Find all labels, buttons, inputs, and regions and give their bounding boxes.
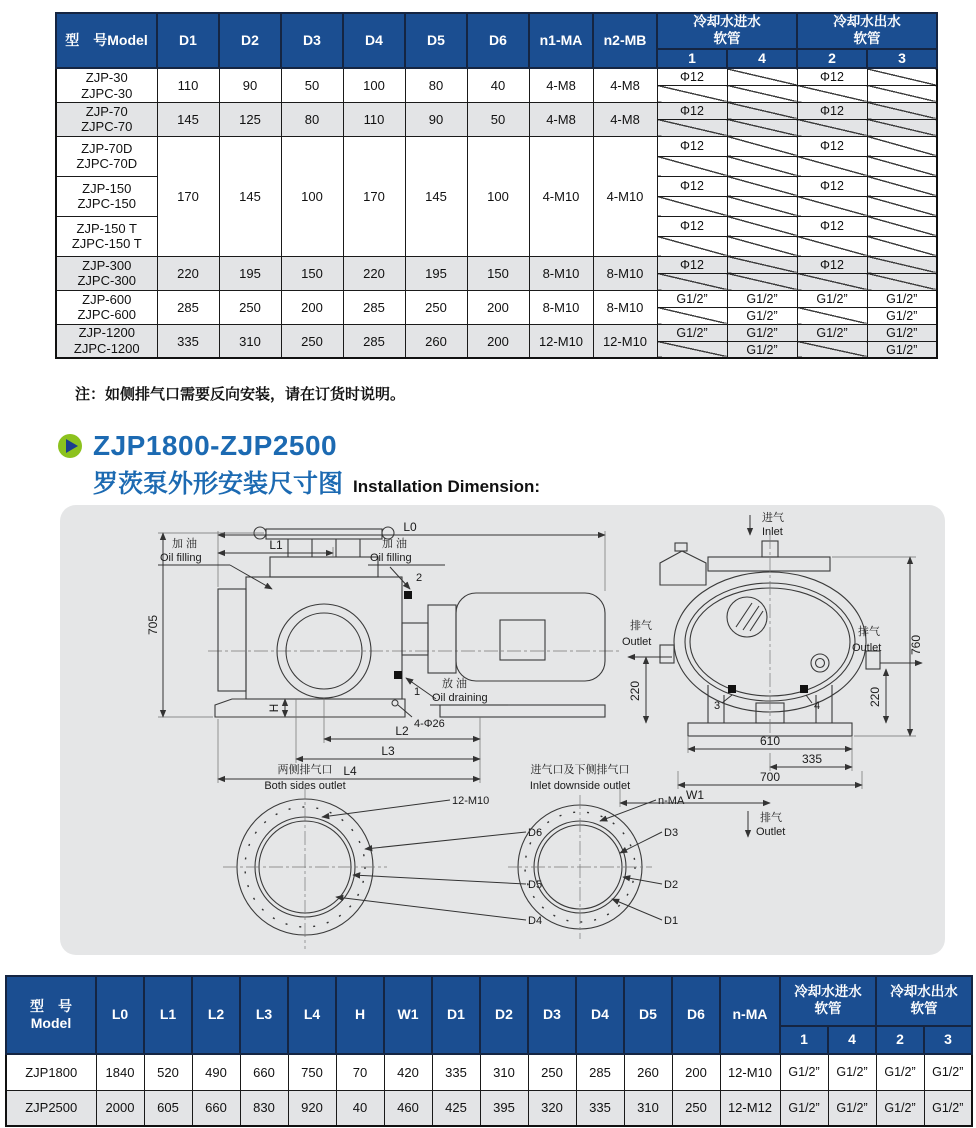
flange-left-label-d4: D4 <box>528 915 543 927</box>
dim-cell: 285 <box>343 324 405 358</box>
dim-cell: 420 <box>384 1054 432 1090</box>
dim-610: 610 <box>759 734 781 748</box>
flange-right-label-d1: D1 <box>664 915 679 927</box>
dim-L0: L0 <box>403 520 417 534</box>
table-row <box>56 68 937 85</box>
table-row <box>56 290 937 307</box>
empty-diagonal-cell <box>727 85 797 102</box>
dim-cell: 4-M8 <box>529 102 593 136</box>
col-header-d6: D6 <box>672 976 720 1054</box>
dim-cell: 260 <box>624 1054 672 1090</box>
dim-cell: 195 <box>405 256 467 290</box>
dim-L3: L3 <box>381 744 395 758</box>
dim-cell: 335 <box>576 1090 624 1126</box>
pump-end-view <box>660 535 880 740</box>
table-row <box>6 1090 972 1126</box>
model-cell: ZJP-300 ZJPC-300 <box>56 256 157 290</box>
dim-cell: 425 <box>432 1090 480 1126</box>
section-header <box>57 430 540 500</box>
hose-cell: Φ12 <box>657 176 727 196</box>
flange-left-label-d6: D6 <box>528 827 543 839</box>
dim-335: 335 <box>801 752 823 766</box>
dim-cell: 920 <box>288 1090 336 1126</box>
hose-cell: G1/2” <box>657 290 727 307</box>
dim-760: 760 <box>909 634 923 656</box>
hose-cell: G1/2” <box>924 1090 972 1126</box>
section-title-zh: 罗茨泵外形安装尺寸图 <box>93 470 344 498</box>
col-header-d3: D3 <box>281 13 343 68</box>
hose-cell: G1/2” <box>657 324 727 341</box>
oil-draining-label-zh: 放 油 <box>442 678 468 690</box>
flange-right-title-zh: 进气口及下侧排气口 <box>530 764 630 776</box>
empty-diagonal-cell <box>657 236 727 256</box>
hose-cell: Φ12 <box>657 102 727 119</box>
marker-3-label: 3 <box>714 700 721 712</box>
empty-diagonal-cell <box>727 256 797 273</box>
dim-cell: 4-M8 <box>593 68 657 102</box>
outlet-left-label-en: Outlet <box>622 636 652 648</box>
dim-cell: 1840 <box>96 1054 144 1090</box>
dim-cell: 80 <box>281 102 343 136</box>
dim-cell: 90 <box>219 68 281 102</box>
dim-L1: L1 <box>269 538 283 552</box>
dim-cell: 50 <box>281 68 343 102</box>
dim-cell: 220 <box>157 256 219 290</box>
table-row <box>56 136 937 156</box>
empty-diagonal-cell <box>867 85 937 102</box>
dim-cell: 250 <box>219 290 281 324</box>
dim-cell: 50 <box>467 102 529 136</box>
both-sides-outlet-flange <box>223 762 542 949</box>
empty-diagonal-cell <box>797 196 867 216</box>
oil-filling2-label-zh: 加 油 <box>382 538 408 550</box>
dim-cell: 285 <box>343 290 405 324</box>
dim-cell: 4-M10 <box>529 136 593 256</box>
dim-L2: L2 <box>395 724 409 738</box>
hose-cell: G1/2” <box>876 1054 924 1090</box>
dim-220-left: 220 <box>628 680 642 702</box>
empty-diagonal-cell <box>727 136 797 156</box>
dim-cell: 335 <box>157 324 219 358</box>
hose-cell: Φ12 <box>657 68 727 85</box>
dim-705: 705 <box>146 614 160 636</box>
empty-diagonal-cell <box>867 273 937 290</box>
dim-cell: 750 <box>288 1054 336 1090</box>
dim-cell: 285 <box>576 1054 624 1090</box>
subcol-3: 3 <box>867 49 937 69</box>
subcol-2: 2 <box>797 49 867 69</box>
empty-diagonal-cell <box>797 85 867 102</box>
dim-cell: 40 <box>467 68 529 102</box>
table-row <box>56 324 937 341</box>
inlet-hose-group-header: 冷却水进水 软管 <box>780 976 876 1026</box>
empty-diagonal-cell <box>657 119 727 136</box>
note-text: 注：如侧排气口需要反向安装，请在订货时说明。 <box>75 386 406 403</box>
col-header-l3: L3 <box>240 976 288 1054</box>
flange-right-label-d3: D3 <box>664 827 679 839</box>
dim-cell: 8-M10 <box>529 256 593 290</box>
dim-cell: 220 <box>343 256 405 290</box>
empty-diagonal-cell <box>797 119 867 136</box>
oil-draining-label-en: Oil draining <box>432 692 488 704</box>
inlet-label-en: Inlet <box>762 526 783 538</box>
dim-cell: 8-M10 <box>593 290 657 324</box>
col-header-d1: D1 <box>432 976 480 1054</box>
model-cell: ZJP-70 ZJPC-70 <box>56 102 157 136</box>
hose-cell: Φ12 <box>797 256 867 273</box>
marker-4-label: 4 <box>814 700 821 712</box>
dimension-table-zjp30-1200 <box>55 12 938 359</box>
outlet-right-label-zh: 排气 <box>858 626 880 638</box>
subcol-4: 4 <box>828 1026 876 1054</box>
empty-diagonal-cell <box>867 176 937 196</box>
empty-diagonal-cell <box>727 273 797 290</box>
dim-cell: 12-M12 <box>720 1090 780 1126</box>
dim-cell: 310 <box>480 1054 528 1090</box>
hose-cell: G1/2” <box>727 341 797 358</box>
dim-700: 700 <box>759 770 781 784</box>
dim-cell: 320 <box>528 1090 576 1126</box>
col-header-l2: L2 <box>192 976 240 1054</box>
dim-cell: 150 <box>467 256 529 290</box>
dim-cell: 2000 <box>96 1090 144 1126</box>
col-header-n1ma: n1-MA <box>529 13 593 68</box>
empty-diagonal-cell <box>797 273 867 290</box>
dim-cell: 310 <box>624 1090 672 1126</box>
model-header: 型 号Model <box>56 13 157 68</box>
dim-cell: 195 <box>219 256 281 290</box>
hose-cell: G1/2” <box>867 341 937 358</box>
col-header-h: H <box>336 976 384 1054</box>
flange-left-title-en: Both sides outlet <box>264 780 346 792</box>
hose-cell: G1/2” <box>867 307 937 324</box>
marker-1-label: 1 <box>414 686 421 698</box>
model-cell: ZJP1800 <box>6 1054 96 1090</box>
dim-cell: 250 <box>528 1054 576 1090</box>
section-title-en: Installation Dimension: <box>353 477 541 496</box>
model-header: 型 号 Model <box>6 976 96 1054</box>
dim-cell: 8-M10 <box>529 290 593 324</box>
dim-cell: 125 <box>219 102 281 136</box>
dim-H: H <box>267 703 281 713</box>
empty-diagonal-cell <box>797 236 867 256</box>
dim-cell: 110 <box>157 68 219 102</box>
dim-cell: 145 <box>157 102 219 136</box>
flange-right-label-d2: D2 <box>664 879 679 891</box>
col-header-l1: L1 <box>144 976 192 1054</box>
hose-cell: Φ12 <box>657 216 727 236</box>
dim-cell: 40 <box>336 1090 384 1126</box>
col-header-d2: D2 <box>219 13 281 68</box>
dim-cell: 110 <box>343 102 405 136</box>
hose-cell: G1/2” <box>797 290 867 307</box>
dim-cell: 200 <box>281 290 343 324</box>
outlet-hose-group-header: 冷却水出水 软管 <box>797 13 937 49</box>
empty-diagonal-cell <box>867 236 937 256</box>
dim-cell: 490 <box>192 1054 240 1090</box>
flange-right-label-nma: n-MA <box>658 795 685 807</box>
empty-diagonal-cell <box>727 68 797 85</box>
dim-cell: 660 <box>240 1054 288 1090</box>
hose-cell: G1/2” <box>867 290 937 307</box>
empty-diagonal-cell <box>797 307 867 324</box>
hose-cell: G1/2” <box>797 324 867 341</box>
col-header-w1: W1 <box>384 976 432 1054</box>
empty-diagonal-cell <box>657 156 727 176</box>
dim-cell: 170 <box>343 136 405 256</box>
empty-diagonal-cell <box>727 119 797 136</box>
empty-diagonal-cell <box>727 102 797 119</box>
empty-diagonal-cell <box>727 216 797 236</box>
subcol-1: 1 <box>780 1026 828 1054</box>
play-bullet-icon <box>57 433 83 459</box>
flange-right-title-en: Inlet downside outlet <box>529 780 631 792</box>
model-cell: ZJP-1200 ZJPC-1200 <box>56 324 157 358</box>
dim-cell: 660 <box>192 1090 240 1126</box>
table-row <box>56 102 937 119</box>
dim-cell: 250 <box>672 1090 720 1126</box>
empty-diagonal-cell <box>867 119 937 136</box>
flange-left-label-12m10: 12-M10 <box>452 795 490 807</box>
subcol-1: 1 <box>657 49 727 69</box>
empty-diagonal-cell <box>867 256 937 273</box>
col-header-l0: L0 <box>96 976 144 1054</box>
outlet-left-label-zh: 排气 <box>630 620 652 632</box>
outlet-bottom-label-zh: 排气 <box>760 812 782 824</box>
dim-cell: 285 <box>157 290 219 324</box>
dim-cell: 830 <box>240 1090 288 1126</box>
hose-cell: Φ12 <box>657 136 727 156</box>
hose-cell: Φ12 <box>797 176 867 196</box>
dim-cell: 12-M10 <box>529 324 593 358</box>
col-header-l4: L4 <box>288 976 336 1054</box>
col-header-d3: D3 <box>528 976 576 1054</box>
section-title-models: ZJP1800-ZJP2500 <box>93 430 338 461</box>
dim-cell: 605 <box>144 1090 192 1126</box>
dim-cell: 200 <box>467 290 529 324</box>
dim-W1: W1 <box>686 788 704 802</box>
empty-diagonal-cell <box>867 196 937 216</box>
col-header-d5: D5 <box>405 13 467 68</box>
inlet-hose-group-header: 冷却水进水 软管 <box>657 13 797 49</box>
dim-cell: 260 <box>405 324 467 358</box>
hose-cell: G1/2” <box>876 1090 924 1126</box>
dim-cell: 250 <box>281 324 343 358</box>
dim-cell: 90 <box>405 102 467 136</box>
dim-cell: 200 <box>672 1054 720 1090</box>
hose-cell: Φ12 <box>797 216 867 236</box>
model-cell: ZJP-70D ZJPC-70D <box>56 136 157 176</box>
col-header-d4: D4 <box>343 13 405 68</box>
dim-cell: 520 <box>144 1054 192 1090</box>
dim-cell: 80 <box>405 68 467 102</box>
dim-cell: 8-M10 <box>593 256 657 290</box>
empty-diagonal-cell <box>797 341 867 358</box>
dimension-table-zjp1800-2500 <box>5 975 973 1127</box>
empty-diagonal-cell <box>727 196 797 216</box>
hose-cell: G1/2” <box>727 290 797 307</box>
hose-cell: G1/2” <box>924 1054 972 1090</box>
col-header-d1: D1 <box>157 13 219 68</box>
model-cell: ZJP-30 ZJPC-30 <box>56 68 157 102</box>
empty-diagonal-cell <box>727 236 797 256</box>
hose-cell: Φ12 <box>797 68 867 85</box>
oil-filling2-label-en: Oil filling <box>370 552 412 564</box>
hose-cell: G1/2” <box>828 1054 876 1090</box>
dim-cell: 200 <box>467 324 529 358</box>
col-header-nma: n-MA <box>720 976 780 1054</box>
hose-cell: G1/2” <box>867 324 937 341</box>
hose-cell: G1/2” <box>727 324 797 341</box>
dim-cell: 4-M10 <box>593 136 657 256</box>
dim-cell: 145 <box>405 136 467 256</box>
dim-cell: 4-M8 <box>529 68 593 102</box>
flange-left-label-d5: D5 <box>528 879 543 891</box>
empty-diagonal-cell <box>867 156 937 176</box>
col-header-d2: D2 <box>480 976 528 1054</box>
dim-cell: 4-M8 <box>593 102 657 136</box>
empty-diagonal-cell <box>867 102 937 119</box>
installation-drawing <box>60 505 945 955</box>
dim-cell: 335 <box>432 1054 480 1090</box>
dim-cell: 70 <box>336 1054 384 1090</box>
hose-cell: Φ12 <box>797 102 867 119</box>
outlet-bottom-label-en: Outlet <box>756 826 786 838</box>
dim-cell: 395 <box>480 1090 528 1126</box>
dim-cell: 100 <box>343 68 405 102</box>
oil-filling-label-en: Oil filling <box>160 552 202 564</box>
model-cell: ZJP-600 ZJPC-600 <box>56 290 157 324</box>
col-header-d4: D4 <box>576 976 624 1054</box>
model-cell: ZJP-150 ZJPC-150 <box>56 176 157 216</box>
col-header-d6: D6 <box>467 13 529 68</box>
subcol-4: 4 <box>727 49 797 69</box>
col-header-n2mb: n2-MB <box>593 13 657 68</box>
empty-diagonal-cell <box>867 136 937 156</box>
installation-diagram-panel <box>60 505 945 955</box>
hose-cell: G1/2” <box>727 307 797 324</box>
oil-filling-label-zh: 加 油 <box>172 538 198 550</box>
dim-cell: 100 <box>467 136 529 256</box>
dim-cell: 145 <box>219 136 281 256</box>
model-cell: ZJP-150 T ZJPC-150 T <box>56 216 157 256</box>
empty-diagonal-cell <box>867 68 937 85</box>
inlet-downside-outlet-flange <box>508 762 685 939</box>
hose-cell: Φ12 <box>657 256 727 273</box>
dim-cell: 12-M10 <box>593 324 657 358</box>
empty-diagonal-cell <box>797 156 867 176</box>
dim-cell: 250 <box>405 290 467 324</box>
empty-diagonal-cell <box>727 176 797 196</box>
empty-diagonal-cell <box>657 273 727 290</box>
dim-cell: 12-M10 <box>720 1054 780 1090</box>
model-cell: ZJP2500 <box>6 1090 96 1126</box>
inlet-label-zh: 进气 <box>762 512 784 524</box>
hose-cell: Φ12 <box>797 136 867 156</box>
hose-cell: G1/2” <box>780 1054 828 1090</box>
hose-cell: G1/2” <box>780 1090 828 1126</box>
outlet-right-label-en: Outlet <box>852 642 882 654</box>
end-view-dimensions <box>620 510 923 838</box>
table-row <box>56 256 937 273</box>
dim-4phi26: 4-Φ26 <box>414 718 445 730</box>
empty-diagonal-cell <box>657 307 727 324</box>
flange-left-title-zh: 两侧排气口 <box>277 764 333 776</box>
col-header-d5: D5 <box>624 976 672 1054</box>
outlet-hose-group-header: 冷却水出水 软管 <box>876 976 972 1026</box>
dim-cell: 150 <box>281 256 343 290</box>
dim-L4: L4 <box>343 764 357 778</box>
empty-diagonal-cell <box>657 196 727 216</box>
table-row <box>6 1054 972 1090</box>
empty-diagonal-cell <box>867 216 937 236</box>
dim-cell: 100 <box>281 136 343 256</box>
hose-cell: G1/2” <box>828 1090 876 1126</box>
empty-diagonal-cell <box>727 156 797 176</box>
empty-diagonal-cell <box>657 341 727 358</box>
subcol-3: 3 <box>924 1026 972 1054</box>
marker-2-label: 2 <box>416 572 423 584</box>
dim-220-right: 220 <box>868 686 882 708</box>
dim-cell: 310 <box>219 324 281 358</box>
dim-cell: 170 <box>157 136 219 256</box>
empty-diagonal-cell <box>657 85 727 102</box>
dim-cell: 460 <box>384 1090 432 1126</box>
subcol-2: 2 <box>876 1026 924 1054</box>
